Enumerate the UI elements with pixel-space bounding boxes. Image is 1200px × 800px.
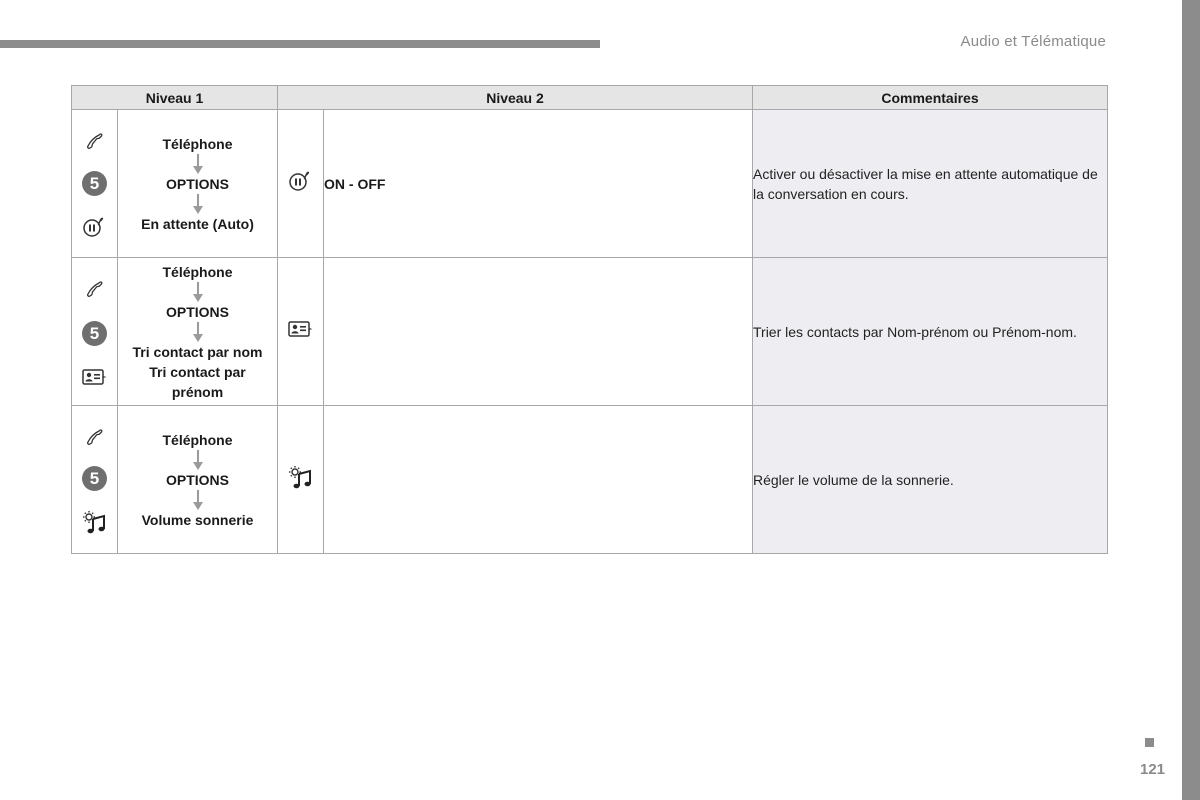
step-label: Tri contact par prénom	[149, 363, 246, 400]
contact-card-icon	[82, 368, 108, 386]
level1-icons-cell	[72, 258, 118, 406]
level2-icon-cell	[278, 110, 324, 258]
level2-icon-cell	[278, 258, 324, 406]
button-5-icon: 5	[82, 321, 107, 346]
level1-steps-cell	[118, 258, 278, 406]
settings-table	[71, 85, 1108, 554]
level2-label	[324, 406, 753, 554]
level2-icon-cell	[278, 406, 324, 554]
down-arrow-icon	[193, 322, 203, 342]
down-arrow-icon	[193, 450, 203, 470]
ringtone-settings-icon	[82, 510, 108, 534]
top-decorative-bar	[0, 40, 600, 48]
step-label: Téléphone	[162, 431, 233, 448]
down-arrow-icon	[193, 194, 203, 214]
step-label: OPTIONS	[165, 175, 229, 192]
table-row	[72, 110, 1108, 258]
table-header-row	[72, 86, 1108, 110]
step-label: Téléphone	[162, 263, 233, 280]
level1-icons-cell	[72, 406, 118, 554]
step-label: OPTIONS	[165, 303, 229, 320]
step-label: Volume sonnerie	[141, 511, 254, 528]
step-label: Tri contact par nom	[132, 343, 263, 360]
down-arrow-icon	[193, 154, 203, 174]
down-arrow-icon	[193, 490, 203, 510]
button-5-icon: 5	[82, 171, 107, 196]
pause-call-icon	[82, 216, 108, 238]
page-number: 121	[1140, 761, 1166, 778]
step-label: OPTIONS	[165, 471, 229, 488]
down-arrow-icon	[193, 282, 203, 302]
column-header-niveau-2: Niveau 2	[278, 86, 753, 110]
table-row	[72, 258, 1108, 406]
page-marker-square	[1145, 738, 1154, 747]
phone-icon	[84, 130, 106, 152]
step-label: En attente (Auto)	[141, 215, 254, 232]
phone-icon	[84, 278, 106, 300]
pause-call-icon	[288, 170, 314, 192]
comment-cell: Trier les contacts par Nom-prénom ou Prénom-nom.	[753, 258, 1108, 406]
contact-card-icon	[288, 320, 314, 338]
side-strip	[1182, 0, 1200, 800]
level1-icons-cell	[72, 110, 118, 258]
level1-steps-cell	[118, 406, 278, 554]
phone-icon	[84, 426, 106, 448]
step-label: Téléphone	[162, 135, 233, 152]
level2-label	[324, 258, 753, 406]
level1-steps-cell	[118, 110, 278, 258]
comment-cell: Régler le volume de la sonnerie.	[753, 406, 1108, 554]
column-header-commentaires: Commentaires	[753, 86, 1108, 110]
ringtone-settings-icon	[288, 465, 314, 489]
button-5-icon: 5	[82, 466, 107, 491]
level2-label: ON - OFF	[324, 110, 753, 258]
comment-cell: Activer ou désactiver la mise en attente automatique de la conversation en cours.	[753, 110, 1108, 258]
column-header-niveau-1: Niveau 1	[72, 86, 278, 110]
section-title: Audio et Télématique	[960, 33, 1106, 50]
table-row	[72, 406, 1108, 554]
